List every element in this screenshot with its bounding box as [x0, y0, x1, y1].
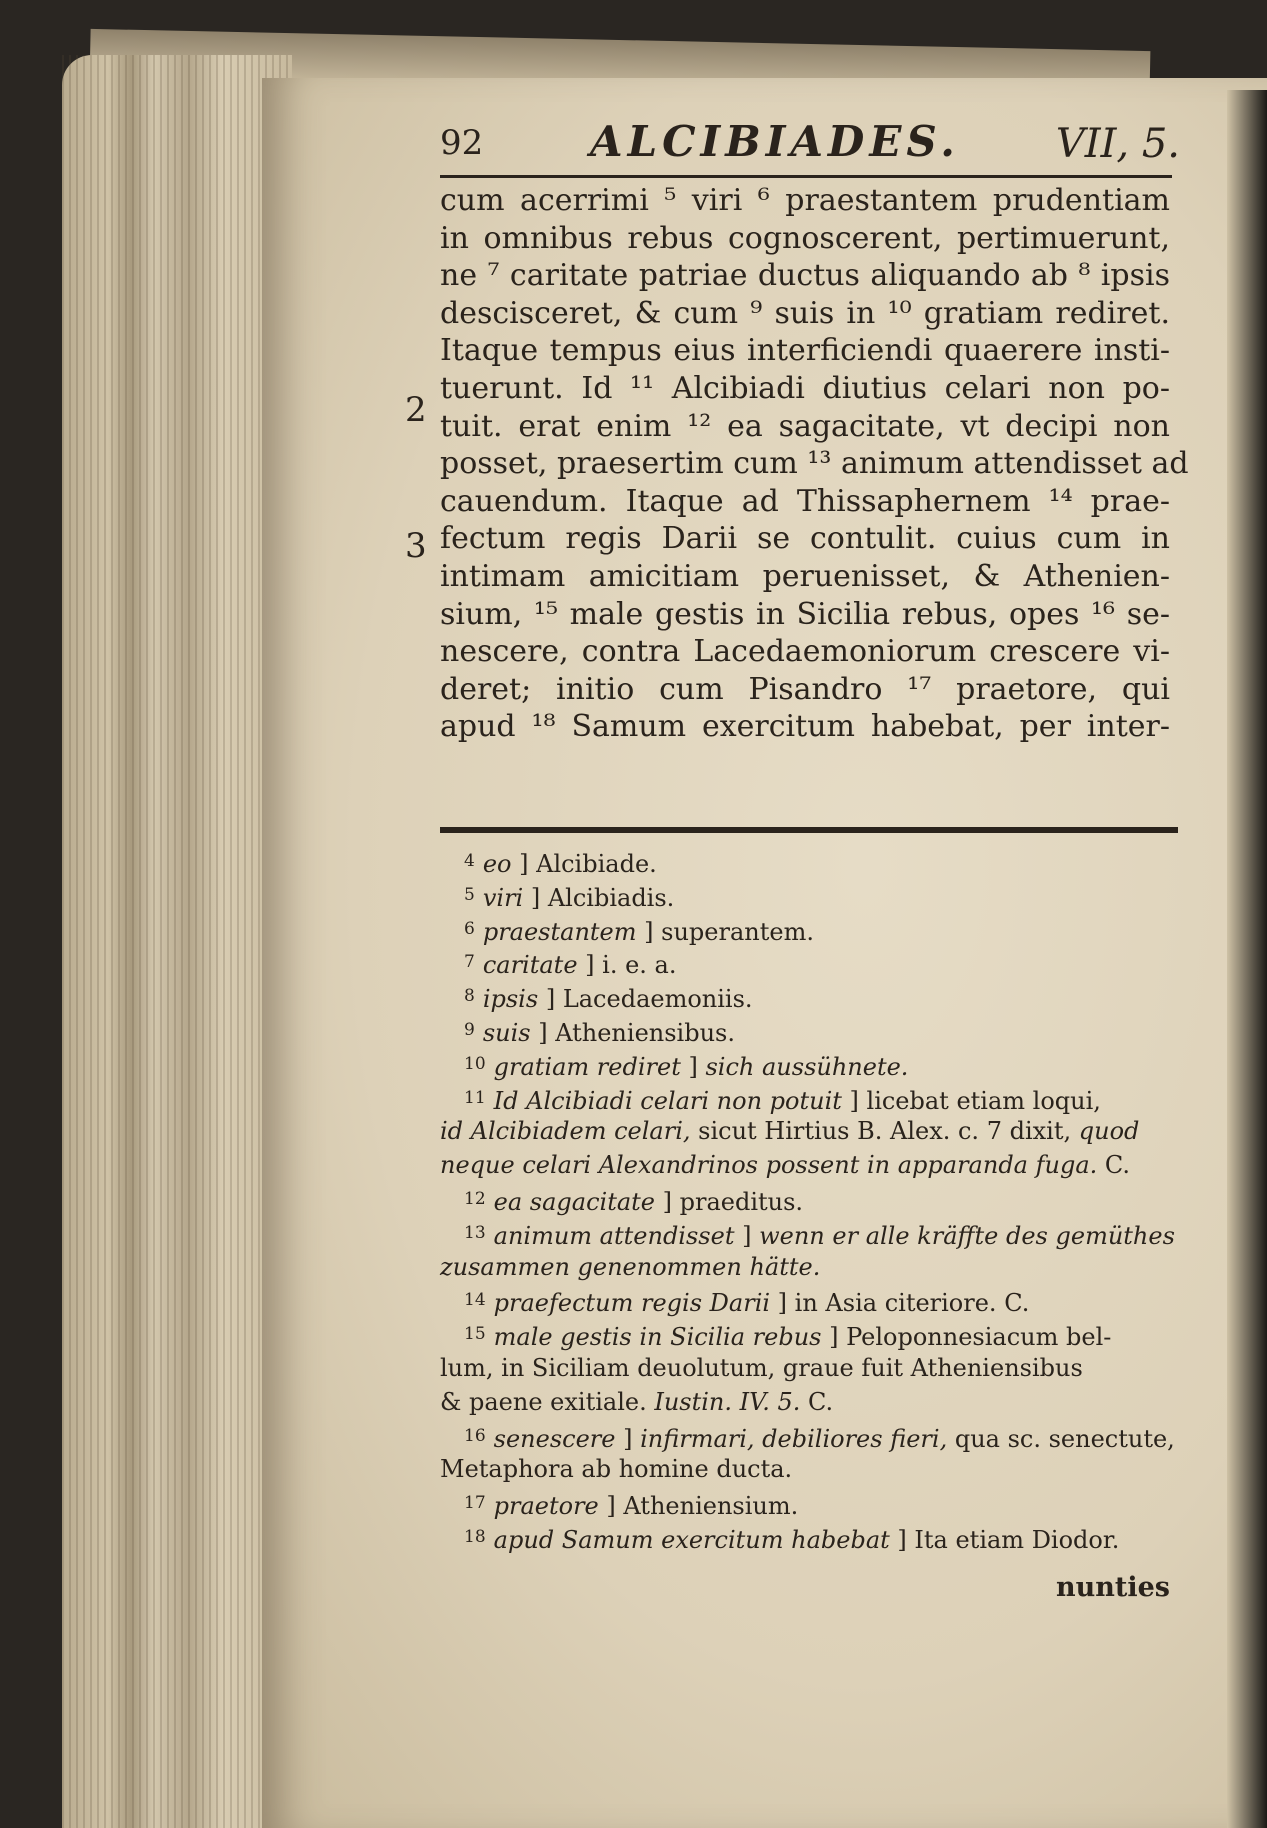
text-line: intimam amicitiam peruenisset, & Athenien- — [440, 558, 1170, 594]
footnote-gloss: Alcibiadis. — [547, 883, 675, 912]
lemma-bracket: ] — [655, 1187, 680, 1216]
main-text — [440, 182, 1189, 746]
text-line: apud ¹⁸ Samum exercitum habebat, per inter- — [440, 709, 1170, 745]
footnote-continuation — [440, 1453, 1175, 1487]
footnote-text-tail: C. — [1097, 1151, 1131, 1180]
chapter-reference: VII, 5. — [1055, 121, 1180, 167]
footnote-gloss-italic: infirmari, debiliores fieri, — [640, 1424, 948, 1453]
footnote — [440, 913, 1175, 947]
text-line: descisceret, & cum ⁹ suis in ¹⁰ gratiam rediret. — [440, 295, 1170, 331]
text-line: in omnibus rebus cognoscerent, pertimuerunt, — [440, 220, 1170, 256]
page-number: 92 — [440, 123, 484, 163]
footnote-gloss: Peloponnesiacum bel- — [846, 1323, 1112, 1352]
footnote — [440, 980, 1175, 1014]
footnote-gloss: Alcibiade. — [536, 850, 657, 878]
text-line: tuit. erat enim ¹² ea sagacitate, vt decipi non — [440, 408, 1170, 444]
lemma-bracket: ] — [636, 917, 662, 946]
footnote — [440, 1318, 1175, 1352]
footnote-continuation — [440, 1115, 1175, 1149]
footnote-gloss: praeditus. — [679, 1187, 804, 1216]
lemma-bracket: ] — [680, 1052, 706, 1081]
footnote-gloss-tail: qua sc. senectute, — [947, 1424, 1175, 1453]
lemma-bracket: ] — [889, 1525, 915, 1554]
footnote-number: 12 — [464, 1188, 486, 1209]
footnote-gloss: Ita etiam Diodor. — [914, 1525, 1120, 1554]
footnote-lemma: praetore — [493, 1492, 599, 1521]
page-edges — [62, 55, 292, 1828]
footnote-lemma: praefectum regis Darii — [493, 1289, 771, 1318]
lemma-bracket: ] — [523, 883, 548, 912]
lemma-bracket: ] — [538, 985, 563, 1014]
text-line: ne ⁷ caritate patriae ductus aliquando ab ⁸ ipsis — [440, 258, 1170, 294]
footnote-lemma: praestantem — [482, 917, 637, 946]
footnote-gloss: i. e. a. — [602, 951, 677, 980]
footnote-continuation — [440, 1251, 1175, 1285]
text-line: deret; initio cum Pisandro ¹⁷ praetore, qui — [440, 671, 1170, 707]
footnote-continuation — [440, 1386, 1175, 1420]
footnote — [440, 1082, 1175, 1116]
footnote-lemma: Id Alcibiadi celari non potuit — [493, 1086, 842, 1115]
footnote-text-italic: id Alcibiadem celari, — [440, 1117, 691, 1146]
lemma-bracket: ] — [841, 1086, 867, 1115]
lemma-bracket: ] — [598, 1492, 624, 1521]
footnote-text: & paene exitiale. — [440, 1387, 647, 1416]
footnote — [440, 946, 1175, 980]
footnote-number: 11 — [464, 1087, 486, 1108]
footnote-lemma: senescere — [493, 1424, 616, 1453]
footnote-number: 10 — [464, 1053, 486, 1074]
footnote — [440, 1487, 1175, 1521]
footnote — [440, 1420, 1175, 1454]
footnote-gloss: licebat etiam loqui, — [866, 1086, 1101, 1115]
lemma-bracket: ] — [734, 1221, 760, 1250]
footnote-text: lum, in Siciliam deuolutum, graue fuit Atheniensibus — [440, 1353, 1083, 1382]
footnote-gloss: Lacedaemoniis. — [562, 985, 753, 1014]
text-line: Itaque tempus eius interficiendi quaerere insti- — [440, 333, 1170, 369]
text-line: tuerunt. Id ¹¹ Alcibiadi diutius celari non po- — [440, 370, 1170, 406]
footnote-lemma: ea sagacitate — [493, 1187, 655, 1216]
footnote-lemma: ipsis — [482, 985, 539, 1014]
text-line: cum acerrimi ⁵ viri ⁶ praestantem prudentiam — [440, 183, 1170, 218]
footnote — [440, 879, 1175, 913]
footnote — [440, 1284, 1175, 1318]
footnote-number: 4 — [464, 851, 475, 871]
header-rule — [440, 175, 1172, 178]
footnote-rule — [440, 827, 1178, 833]
footnote-gloss: Atheniensium. — [623, 1492, 799, 1521]
lemma-bracket: ] — [770, 1289, 795, 1318]
lemma-bracket: ] — [530, 1018, 556, 1047]
margin-section-number: 3 — [405, 526, 427, 566]
footnote-number: 6 — [464, 918, 475, 939]
footnote — [440, 1521, 1175, 1555]
text-line: fectum regis Darii se contulit. cuius cum in — [440, 521, 1170, 557]
footnote-number: 13 — [464, 1222, 486, 1243]
footnote-lemma: animum attendisset — [493, 1221, 735, 1250]
footnote-number: 5 — [464, 884, 475, 905]
text-line: sium, ¹⁵ male gestis in Sicilia rebus, opes ¹⁶ se- — [440, 596, 1170, 632]
footnote-text-italic: Iustin. IV. 5. — [646, 1387, 801, 1416]
footnote — [440, 1014, 1175, 1048]
footnote-number: 16 — [464, 1425, 486, 1446]
page-right-edge — [1227, 90, 1267, 1828]
footnote-lemma: caritate — [482, 951, 578, 980]
footnote-continuation — [440, 1352, 1175, 1386]
text-line: nescere, contra Lacedaemoniorum crescere vi- — [440, 634, 1170, 670]
footnote-lemma: viri — [482, 883, 524, 912]
lemma-bracket: ] — [615, 1424, 641, 1453]
footnote-gloss: in Asia citeriore. C. — [794, 1289, 1030, 1318]
lemma-bracket: ] — [511, 850, 537, 878]
footnote-lemma: suis — [482, 1018, 531, 1047]
footnote-text-italic: zusammen genenommen hätte. — [440, 1252, 821, 1281]
footnote-lemma: apud Samum exercitum habebat — [493, 1525, 890, 1554]
footnote — [440, 1048, 1175, 1082]
lemma-bracket: ] — [821, 1323, 847, 1352]
footnote-text-italic: neque celari Alexandrinos possent in apparanda fuga. — [440, 1151, 1098, 1180]
footnote-gloss: Atheniensibus. — [555, 1018, 735, 1047]
running-header — [440, 115, 1180, 175]
margin-section-number: 2 — [405, 390, 427, 430]
footnote-text-italic: quod — [1071, 1117, 1140, 1146]
footnote-number: 15 — [464, 1324, 486, 1345]
footnote — [440, 1217, 1175, 1251]
footnote-lemma: eo — [482, 850, 512, 878]
lemma-bracket: ] — [577, 951, 603, 980]
catchword: nunties — [1056, 1572, 1170, 1603]
footnote-gloss: superantem. — [661, 917, 814, 946]
footnote-continuation — [440, 1149, 1175, 1183]
footnote — [440, 845, 1175, 879]
footnote-number: 18 — [464, 1526, 486, 1547]
footnotes — [440, 845, 1175, 1555]
footnote-text: Metaphora ab homine ducta. — [440, 1455, 793, 1484]
footnote-number: 17 — [464, 1493, 486, 1514]
footnote-lemma: gratiam rediret — [493, 1052, 681, 1081]
footnote-number: 9 — [464, 1019, 475, 1040]
text-line: cauendum. Itaque ad Thissaphernem ¹⁴ prae- — [440, 483, 1170, 519]
footnote-gloss-italic: sich aussühnete. — [705, 1052, 909, 1081]
text-line: posset, praesertim cum ¹³ animum attendisset ad — [440, 446, 1189, 482]
running-title: ALCIBIADES. — [590, 117, 960, 166]
footnote-gloss-italic: wenn er alle kräffte des gemüthes — [759, 1221, 1175, 1250]
footnote-text-tail: C. — [800, 1387, 834, 1416]
footnote — [440, 1183, 1175, 1217]
footnote-text: sicut Hirtius B. Alex. c. 7 dixit, — [690, 1117, 1072, 1146]
footnote-number: 8 — [464, 986, 475, 1007]
footnote-number: 7 — [464, 952, 475, 973]
footnote-lemma: male gestis in Sicilia rebus — [493, 1323, 822, 1352]
footnote-number: 14 — [464, 1290, 486, 1311]
